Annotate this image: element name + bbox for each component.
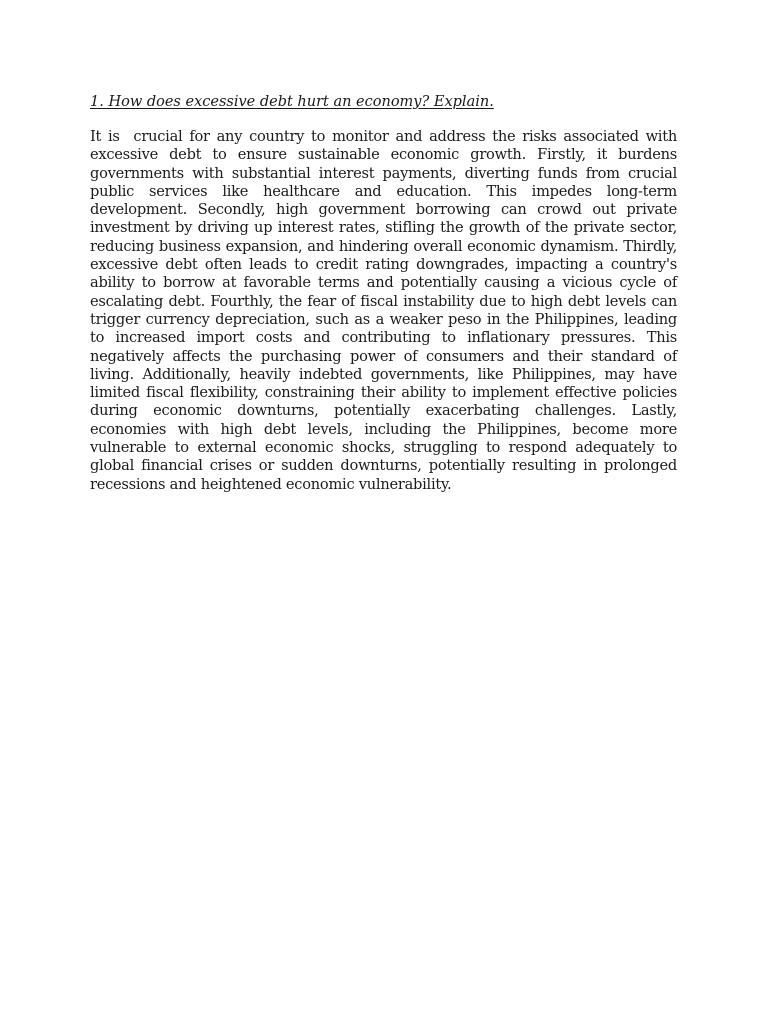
answer-paragraph: It is crucial for any country to monitor and address the risks associated with excessive debt to ensure sustainable economic growth. Firstly, it burdens governments with substantial interest payments, diverting funds from crucial public services like healthcare and education. This impedes long-term development. Secondly, high government borrowing can crowd out private investment by driving up interest rates, stifling the growth of the private sector, reducing business expansion, and hindering overall economic dynamism. Thirdly, excessive debt often leads to credit rating downgrades, impacting a country's ability to borrow at favorable terms and potentially causing a vicious cycle of escalating debt. Fourthly, the fear of fiscal instability due to high debt levels can trigger currency depreciation, such as a weaker peso in the Philippines, leading to increased import costs and contributing to inflationary pressures. This negatively affects the purchasing power of consumers and their standard of living. Additionally, heavily indebted governments, like Philippines, may have limited fiscal flexibility, constraining their ability to implement effective policies during economic downturns, potentially exacerbating challenges. Lastly, economies with high debt levels, including the Philippines, become more vulnerable to external economic shocks, struggling to respond adequately to global financial crises or sudden downturns, potentially resulting in prolonged recessions and heightened economic vulnerability. — [90, 128, 682, 493]
document-content — [90, 93, 682, 494]
question-heading: 1. How does excessive debt hurt an economy? Explain. — [90, 94, 494, 110]
